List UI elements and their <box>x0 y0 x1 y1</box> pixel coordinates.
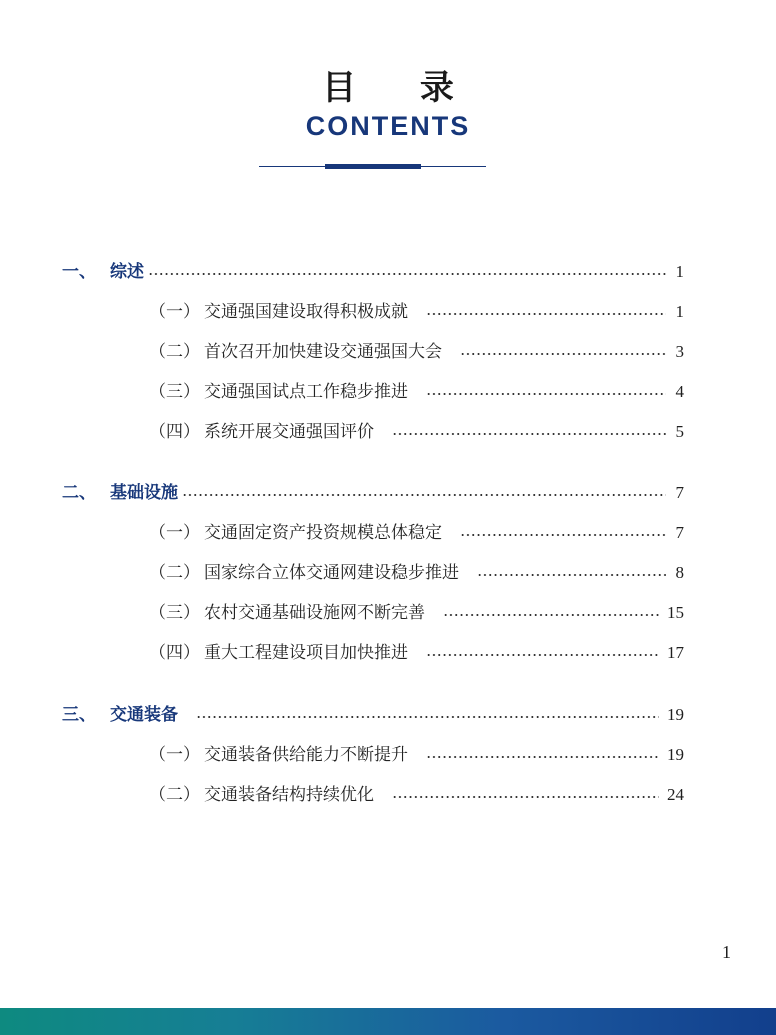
item-title: 农村交通基础设施网不断完善 <box>204 603 425 623</box>
item-title: 重大工程建设项目加快推进 <box>204 643 408 663</box>
dot-leader <box>392 796 659 798</box>
footer-color-band <box>0 1008 776 1035</box>
item-page: 19 <box>667 745 684 764</box>
dot-leader <box>477 574 666 576</box>
dot-leader <box>426 756 659 758</box>
section-number: 三、 <box>62 705 96 725</box>
item-page: 24 <box>667 785 684 804</box>
dot-leader <box>426 393 666 395</box>
item-title: 交通固定资产投资规模总体稳定 <box>204 523 442 543</box>
dot-leader <box>196 716 659 718</box>
item-number: （二） <box>149 785 200 805</box>
item-number: （四） <box>149 422 200 442</box>
page-subtitle: CONTENTS <box>305 111 471 141</box>
section-title: 综述 <box>110 262 144 282</box>
dot-leader <box>443 614 659 616</box>
section-title: 基础设施 <box>110 483 178 503</box>
dot-leader <box>460 534 666 536</box>
dot-leader <box>426 654 659 656</box>
item-number: （三） <box>149 382 200 402</box>
item-number: （一） <box>149 523 200 543</box>
item-page: 15 <box>667 603 684 622</box>
item-page: 8 <box>675 563 684 582</box>
toc-item-2-1[interactable] <box>149 518 684 548</box>
dot-leader <box>392 433 666 435</box>
item-title: 交通装备供给能力不断提升 <box>204 745 408 765</box>
section-number: 二、 <box>62 483 96 503</box>
toc-item-1-3[interactable] <box>149 377 684 407</box>
toc-item-3-1[interactable] <box>149 740 684 770</box>
toc-section-1[interactable] <box>62 257 684 287</box>
item-title: 系统开展交通强国评价 <box>204 422 374 442</box>
title-divider-accent <box>325 164 421 169</box>
dot-leader <box>426 313 666 315</box>
section-page: 1 <box>675 262 684 281</box>
dot-leader <box>460 353 666 355</box>
item-title: 国家综合立体交通网建设稳步推进 <box>204 563 459 583</box>
toc-item-1-4[interactable] <box>149 417 684 447</box>
item-title: 交通强国试点工作稳步推进 <box>204 382 408 402</box>
item-title: 交通强国建设取得积极成就 <box>204 302 408 322</box>
section-page: 19 <box>667 705 684 724</box>
item-number: （四） <box>149 643 200 663</box>
toc-item-1-2[interactable] <box>149 337 684 367</box>
item-page: 4 <box>675 382 684 401</box>
section-number: 一、 <box>62 262 96 282</box>
item-title: 首次召开加快建设交通强国大会 <box>204 342 442 362</box>
toc-item-1-1[interactable] <box>149 297 684 327</box>
toc-item-2-2[interactable] <box>149 558 684 588</box>
item-page: 5 <box>675 422 684 441</box>
item-number: （二） <box>149 563 200 583</box>
item-number: （三） <box>149 603 200 623</box>
item-number: （一） <box>149 745 200 765</box>
dot-leader <box>182 494 666 496</box>
section-page: 7 <box>675 483 684 502</box>
section-title: 交通装备 <box>110 705 178 725</box>
item-page: 1 <box>675 302 684 321</box>
item-page: 7 <box>675 523 684 542</box>
toc-item-3-2[interactable] <box>149 780 684 810</box>
item-number: （二） <box>149 342 200 362</box>
toc-section-2[interactable] <box>62 478 684 508</box>
toc-item-2-3[interactable] <box>149 598 684 628</box>
item-page: 3 <box>675 342 684 361</box>
dot-leader <box>148 273 666 275</box>
item-title: 交通装备结构持续优化 <box>204 785 374 805</box>
item-number: （一） <box>149 302 200 322</box>
toc-item-2-4[interactable] <box>149 638 684 668</box>
page-title: 目 录 <box>322 68 480 108</box>
page-number: 1 <box>722 942 731 962</box>
item-page: 17 <box>667 643 684 662</box>
toc-section-3[interactable] <box>62 700 684 730</box>
